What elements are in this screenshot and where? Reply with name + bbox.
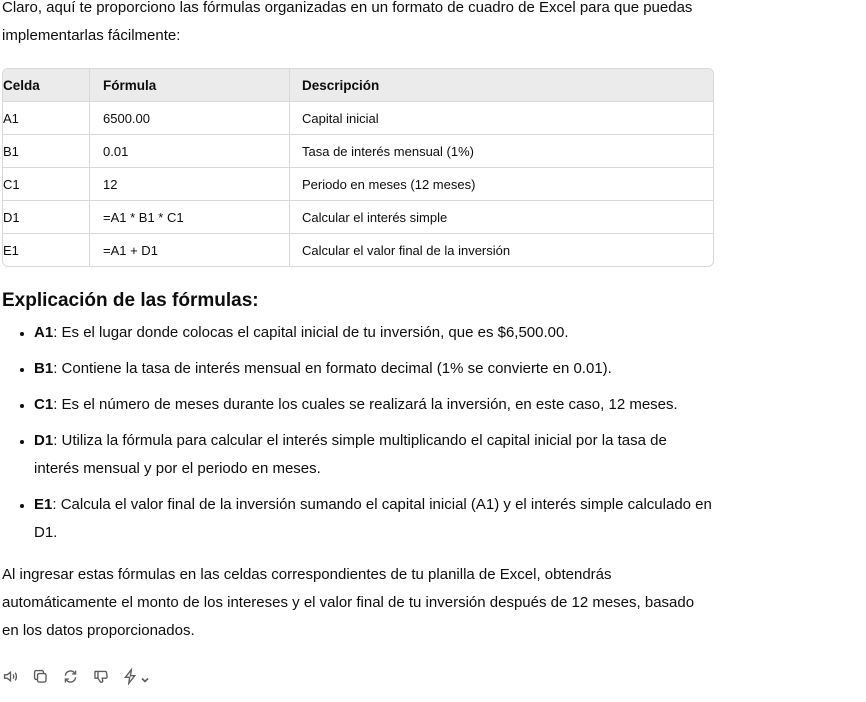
table-row (3, 201, 713, 234)
cell-descripcion: Periodo en meses (12 meses) (290, 168, 713, 201)
cell-descripcion: Calcular el valor final de la inversión (302, 242, 511, 258)
cell-formula: =A1 + D1 (90, 234, 290, 266)
cell-celda: A1 (3, 102, 90, 135)
list-item (34, 427, 714, 483)
list-item (34, 319, 714, 347)
list-item-term: B1 (34, 360, 54, 377)
formula-table (2, 68, 714, 267)
outro-text: Al ingresar estas fórmulas en las celdas correspondientes de tu planilla de Excel, obtendrás automáticamente el monto de los intereses y el valor final de tu inversión después de 12 meses, basado en los datos proporcionados. (2, 566, 695, 639)
model-switch-icon[interactable] (122, 668, 139, 685)
regenerate-icon[interactable] (62, 668, 79, 685)
cell-descripcion: Calcular el interés simple (290, 201, 713, 234)
copy-icon[interactable] (32, 668, 49, 685)
header-formula: Fórmula (90, 69, 290, 102)
cell-celda: E1 (3, 234, 90, 266)
read-aloud-icon[interactable] (2, 668, 19, 685)
cell-formula: 0.01 (90, 135, 290, 168)
list-item (34, 355, 714, 383)
cell-formula: 12 (90, 168, 290, 201)
table-row (3, 168, 713, 201)
cell-celda: B1 (3, 135, 90, 168)
list-item-text: : Utiliza la fórmula para calcular el interés simple multiplicando el capital inicial por la tasa de interés mensual y por el periodo en meses. (34, 432, 667, 477)
message-actions (2, 668, 150, 685)
table-row (3, 234, 713, 266)
cell-celda: D1 (3, 201, 90, 234)
list-item-term: C1 (34, 396, 54, 413)
cell-descripcion: Tasa de interés mensual (1%) (290, 135, 713, 168)
assistant-message (2, 0, 714, 645)
table-header-row (3, 69, 713, 102)
chevron-down-icon[interactable] (140, 672, 150, 682)
cell-descripcion: Capital inicial (290, 102, 713, 135)
list-item (34, 391, 714, 419)
explanation-list (2, 319, 714, 547)
list-item-text: : Contiene la tasa de interés mensual en formato decimal (1% se convierte en 0.01). (53, 360, 612, 377)
cell-celda: C1 (3, 168, 90, 201)
table-row (3, 102, 713, 135)
list-item-term: D1 (34, 432, 54, 449)
header-descripcion: Descripción (290, 69, 713, 102)
intro-text: Claro, aquí te proporciono las fórmulas organizadas en un formato de cuadro de Excel para que puedas implementarlas fácilmente: (2, 0, 693, 44)
list-item-text: : Es el número de meses durante los cuales se realizará la inversión, en este caso, 12 meses. (53, 396, 678, 413)
header-celda: Celda (3, 69, 90, 102)
list-item (34, 491, 714, 547)
list-item-text: : Calcula el valor final de la inversión sumando el capital inicial (A1) y el interés simple calculado en D1. (34, 496, 712, 541)
table-row (3, 135, 713, 168)
thumbs-down-icon[interactable] (92, 668, 109, 685)
list-item-text: : Es el lugar donde colocas el capital inicial de tu inversión, que es $6,500.00. (53, 324, 569, 341)
list-item-term: E1 (34, 496, 53, 513)
cell-formula: 6500.00 (90, 102, 290, 135)
explanation-heading: Explicación de las fórmulas: (2, 290, 259, 311)
list-item-term: A1 (34, 324, 54, 341)
cell-formula: =A1 * B1 * C1 (90, 201, 290, 234)
